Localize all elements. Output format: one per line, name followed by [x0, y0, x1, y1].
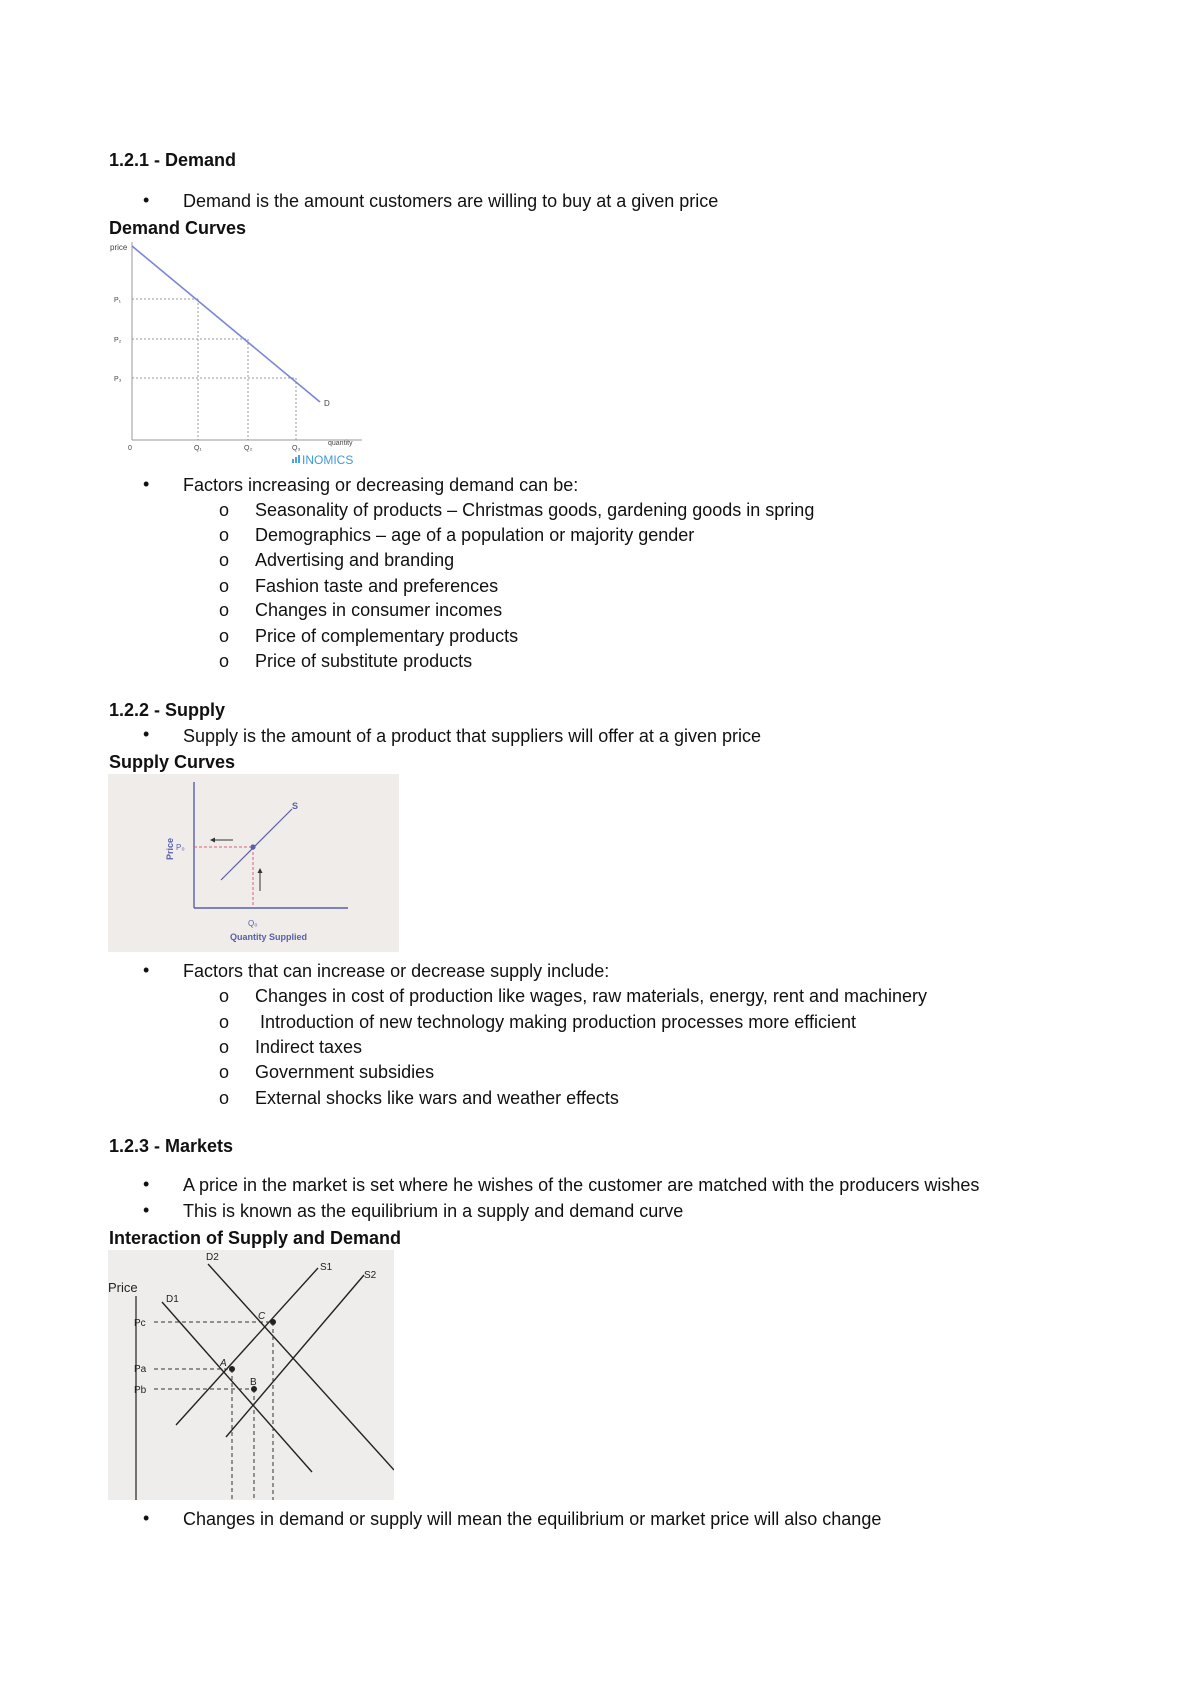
demand-tick-p1: P₁	[114, 297, 122, 304]
supply-factor-item: Government subsidies	[255, 1062, 435, 1082]
equilibrium-point-a	[229, 1366, 235, 1372]
equilibrium-point-c	[270, 1319, 276, 1325]
demand-heading: 1.2.1 - Demand	[109, 150, 237, 170]
demand-factor-item: Fashion taste and preferences	[255, 576, 499, 596]
sub-marker: o	[219, 1062, 230, 1082]
markets-figure-title: Interaction of Supply and Demand	[109, 1228, 402, 1248]
sub-marker: o	[219, 1037, 230, 1057]
bullet-marker: •	[143, 1200, 150, 1220]
supply-factor-item: Introduction of new technology making production processes more efficient	[255, 1012, 857, 1032]
supply-demand-interaction-chart	[108, 1250, 394, 1500]
demand-factors-intro: Factors increasing or decreasing demand can be:	[183, 475, 579, 495]
demand-tick-p3: P₃	[114, 376, 122, 383]
curve-label-d1: D1	[166, 1294, 179, 1305]
interaction-chart-background	[108, 1250, 394, 1500]
sub-marker: o	[219, 1088, 230, 1108]
sub-marker: o	[219, 550, 230, 570]
demand-factor-item: Seasonality of products – Christmas goods, gardening goods in spring	[255, 500, 815, 520]
point-label-c: C	[258, 1311, 266, 1322]
demand-curve-chart	[108, 240, 370, 468]
bullet-marker: •	[143, 474, 150, 494]
sub-marker: o	[219, 1012, 230, 1032]
demand-tick-q2: Q₂	[244, 445, 253, 452]
price-tick-pc: Pc	[134, 1318, 146, 1329]
sub-marker: o	[219, 576, 230, 596]
price-tick-pb: Pb	[134, 1385, 147, 1396]
point-label-a: A	[220, 1358, 227, 1369]
demand-y-axis-label: price	[110, 243, 128, 252]
supply-x-axis-label: Quantity Supplied	[230, 932, 308, 942]
sub-marker: o	[219, 626, 230, 646]
bullet-marker: •	[143, 1508, 150, 1528]
interaction-y-axis-label: Price	[108, 1280, 138, 1295]
demand-factor-item: Price of substitute products	[255, 651, 473, 671]
demand-line	[132, 246, 320, 402]
supply-factor-item: Changes in cost of production like wages, raw materials, energy, rent and machinery	[255, 986, 928, 1006]
inomics-logo-icon	[292, 455, 300, 463]
sub-marker: o	[219, 500, 230, 520]
markets-point: A price in the market is set where he wishes of the customer are matched with the producers wishes	[183, 1175, 980, 1195]
supply-factor-item: External shocks like wars and weather effects	[255, 1088, 619, 1108]
demand-factor-item: Demographics – age of a population or majority gender	[255, 525, 695, 545]
demand-origin-label: 0	[128, 445, 132, 452]
supply-quantity-tick: Q₀	[248, 919, 258, 928]
demand-watermark: INOMICS	[302, 453, 354, 467]
supply-curve-label: S	[292, 801, 299, 811]
demand-tick-q3: Q₃	[292, 445, 301, 452]
demand-factor-item: Changes in consumer incomes	[255, 600, 503, 620]
demand-tick-p2: P₂	[114, 337, 122, 344]
supply-price-tick: P₀	[176, 843, 185, 852]
bullet-marker: •	[143, 724, 150, 744]
supply-heading: 1.2.2 - Supply	[109, 700, 226, 720]
curve-label-d2: D2	[206, 1252, 219, 1263]
demand-x-axis-label: quantity	[328, 440, 353, 447]
demand-curves-title: Demand Curves	[109, 218, 247, 238]
sub-marker: o	[219, 525, 230, 545]
supply-definition: Supply is the amount of a product that suppliers will offer at a given price	[183, 726, 761, 746]
supply-curve-chart	[108, 774, 399, 952]
demand-factor-item: Price of complementary products	[255, 626, 519, 646]
markets-heading: 1.2.3 - Markets	[109, 1136, 234, 1156]
demand-tick-q1: Q₁	[194, 445, 202, 452]
supply-factors-intro: Factors that can increase or decrease supply include:	[183, 961, 610, 981]
demand-definition: Demand is the amount customers are willing to buy at a given price	[183, 191, 719, 211]
sub-marker: o	[219, 986, 230, 1006]
supply-equilibrium-point	[250, 844, 255, 849]
bullet-marker: •	[143, 1174, 150, 1194]
curve-label-s2: S2	[364, 1270, 377, 1281]
price-tick-pa: Pa	[134, 1364, 147, 1375]
curve-label-s1: S1	[320, 1262, 333, 1273]
supply-y-axis-label: Price	[165, 837, 175, 860]
bullet-marker: •	[143, 960, 150, 980]
demand-curve-label: D	[324, 399, 330, 408]
sub-marker: o	[219, 651, 230, 671]
supply-curves-title: Supply Curves	[109, 752, 236, 772]
bullet-marker: •	[143, 190, 150, 210]
markets-closing-point: Changes in demand or supply will mean the equilibrium or market price will also change	[183, 1509, 882, 1529]
sub-marker: o	[219, 600, 230, 620]
demand-factor-item: Advertising and branding	[255, 550, 455, 570]
point-label-b: B	[250, 1377, 257, 1388]
markets-point: This is known as the equilibrium in a supply and demand curve	[183, 1201, 684, 1221]
supply-factor-item: Indirect taxes	[255, 1037, 363, 1057]
